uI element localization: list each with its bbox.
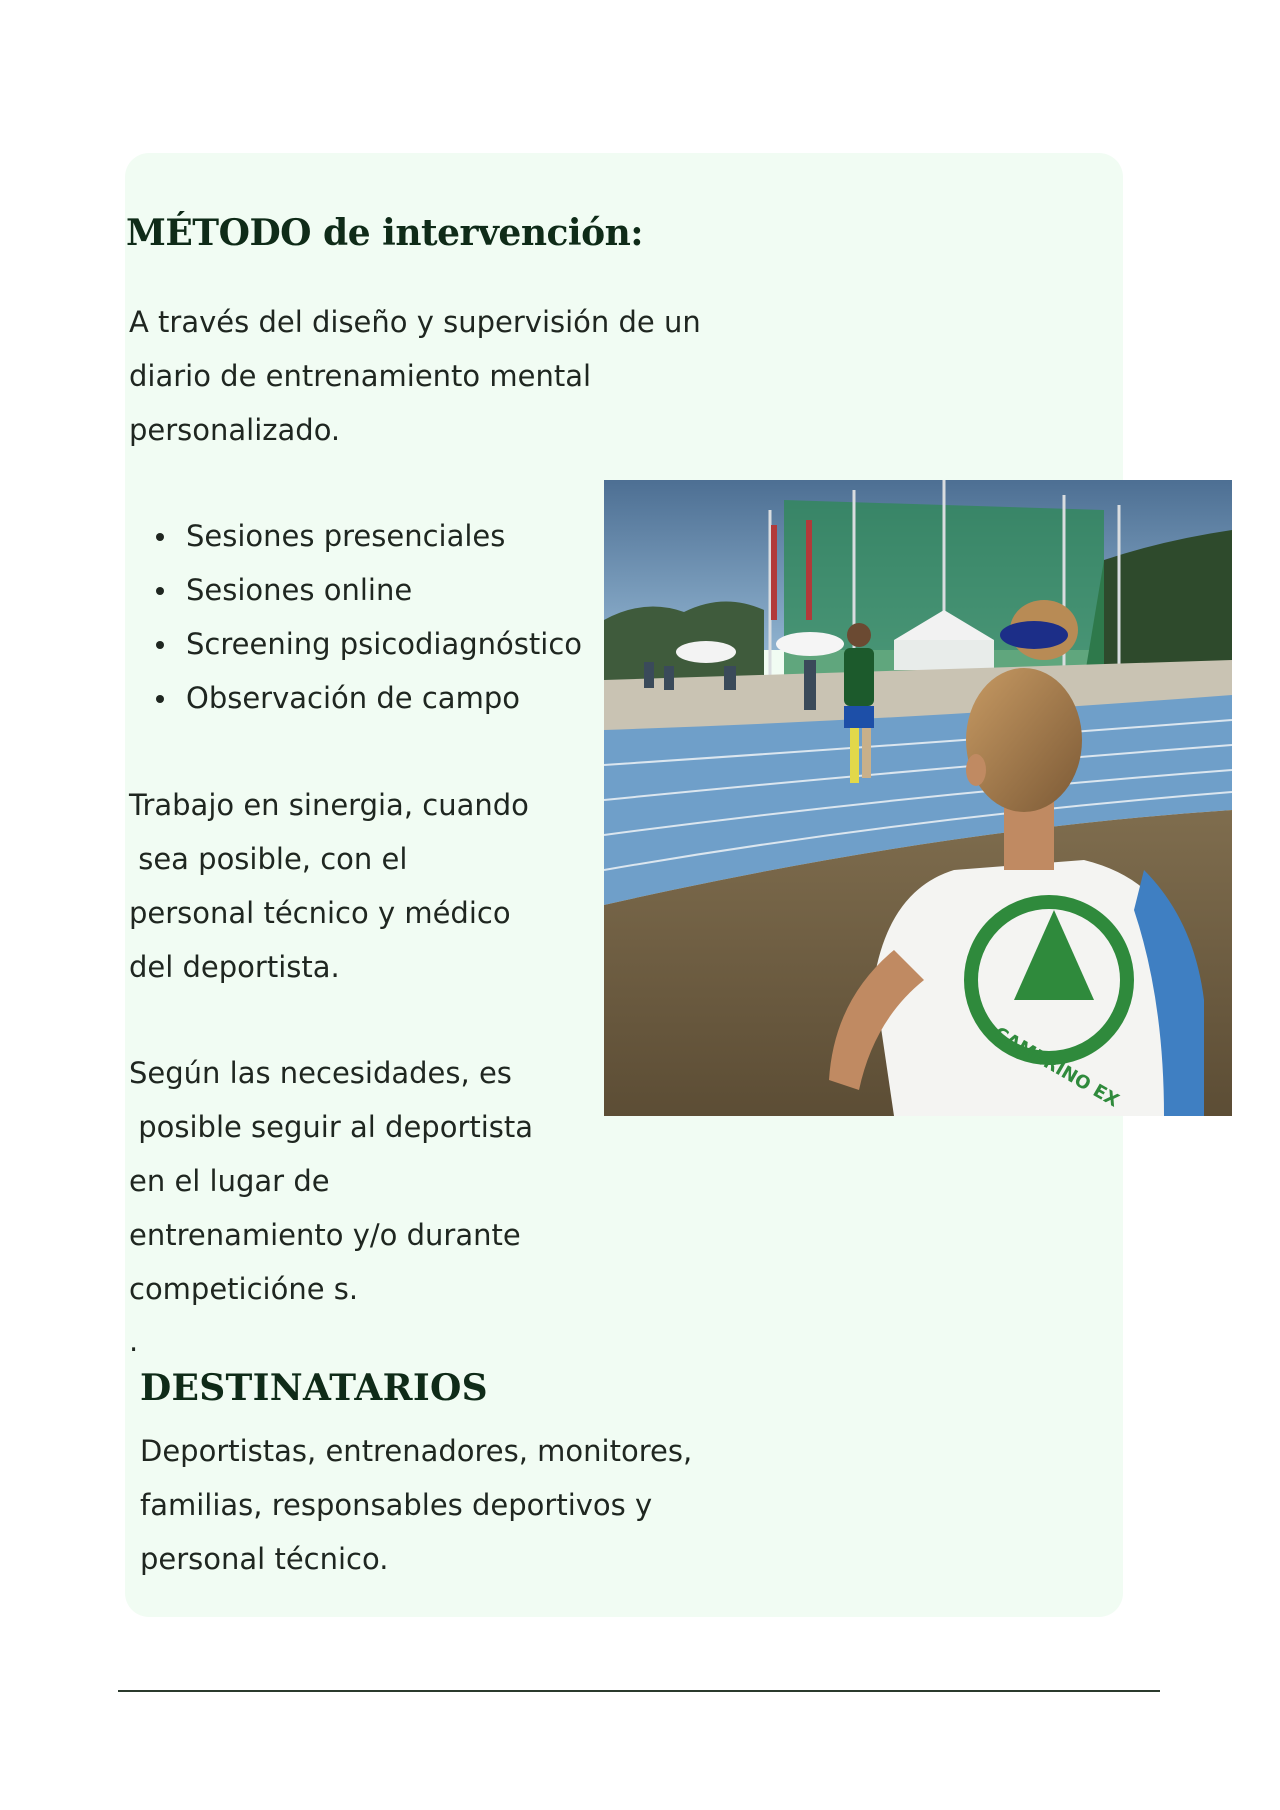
list-item-label: Observación de campo	[186, 681, 520, 715]
necesidades-line: competicióne s.	[129, 1272, 359, 1306]
bullet-icon	[156, 641, 164, 649]
destinatarios-line: Deportistas, entrenadores, monitores,	[140, 1434, 693, 1468]
athletics-photo	[604, 480, 1232, 1116]
photo-athletics-track-icon	[604, 480, 1232, 1116]
destinatarios-paragraph	[140, 1424, 692, 1586]
list-item-label: Sesiones online	[186, 573, 413, 607]
necesidades-paragraph	[129, 1046, 533, 1316]
necesidades-line: posible seguir al deportista	[129, 1110, 534, 1144]
bullet-icon	[156, 533, 164, 541]
necesidades-line: en el lugar de	[129, 1164, 330, 1198]
sinergia-line: Trabajo en sinergia, cuando	[129, 788, 529, 822]
list-item	[150, 563, 582, 617]
list-item	[150, 671, 582, 725]
destinatarios-heading: DESTINATARIOS	[140, 1367, 488, 1409]
list-item	[150, 617, 582, 671]
intro-line: personalizado.	[129, 413, 341, 447]
destinatarios-line: familias, responsables deportivos y	[140, 1488, 653, 1522]
list-item-label: Sesiones presenciales	[186, 519, 506, 553]
bullet-icon	[156, 587, 164, 595]
metodo-intro	[129, 295, 701, 457]
list-item	[150, 509, 582, 563]
necesidades-line: entrenamiento y/o durante	[129, 1218, 521, 1252]
services-list	[150, 509, 582, 725]
bullet-icon	[156, 695, 164, 703]
sinergia-paragraph	[129, 778, 529, 994]
intro-line: A través del diseño y supervisión de un	[129, 305, 701, 339]
sinergia-line: del deportista.	[129, 950, 340, 984]
sinergia-line: sea posible, con el	[129, 842, 408, 876]
shirt-print: CAMERINO EX	[990, 1022, 1123, 1112]
destinatarios-line: personal técnico.	[140, 1542, 389, 1576]
footer-divider	[118, 1690, 1160, 1692]
list-item-label: Screening psicodiagnóstico	[186, 627, 583, 661]
sinergia-line: personal técnico y médico	[129, 896, 511, 930]
metodo-heading: MÉTODO de intervención:	[126, 212, 644, 254]
trailing-dot: .	[129, 1324, 139, 1358]
necesidades-line: Según las necesidades, es	[129, 1056, 512, 1090]
intro-line: diario de entrenamiento mental	[129, 359, 592, 393]
